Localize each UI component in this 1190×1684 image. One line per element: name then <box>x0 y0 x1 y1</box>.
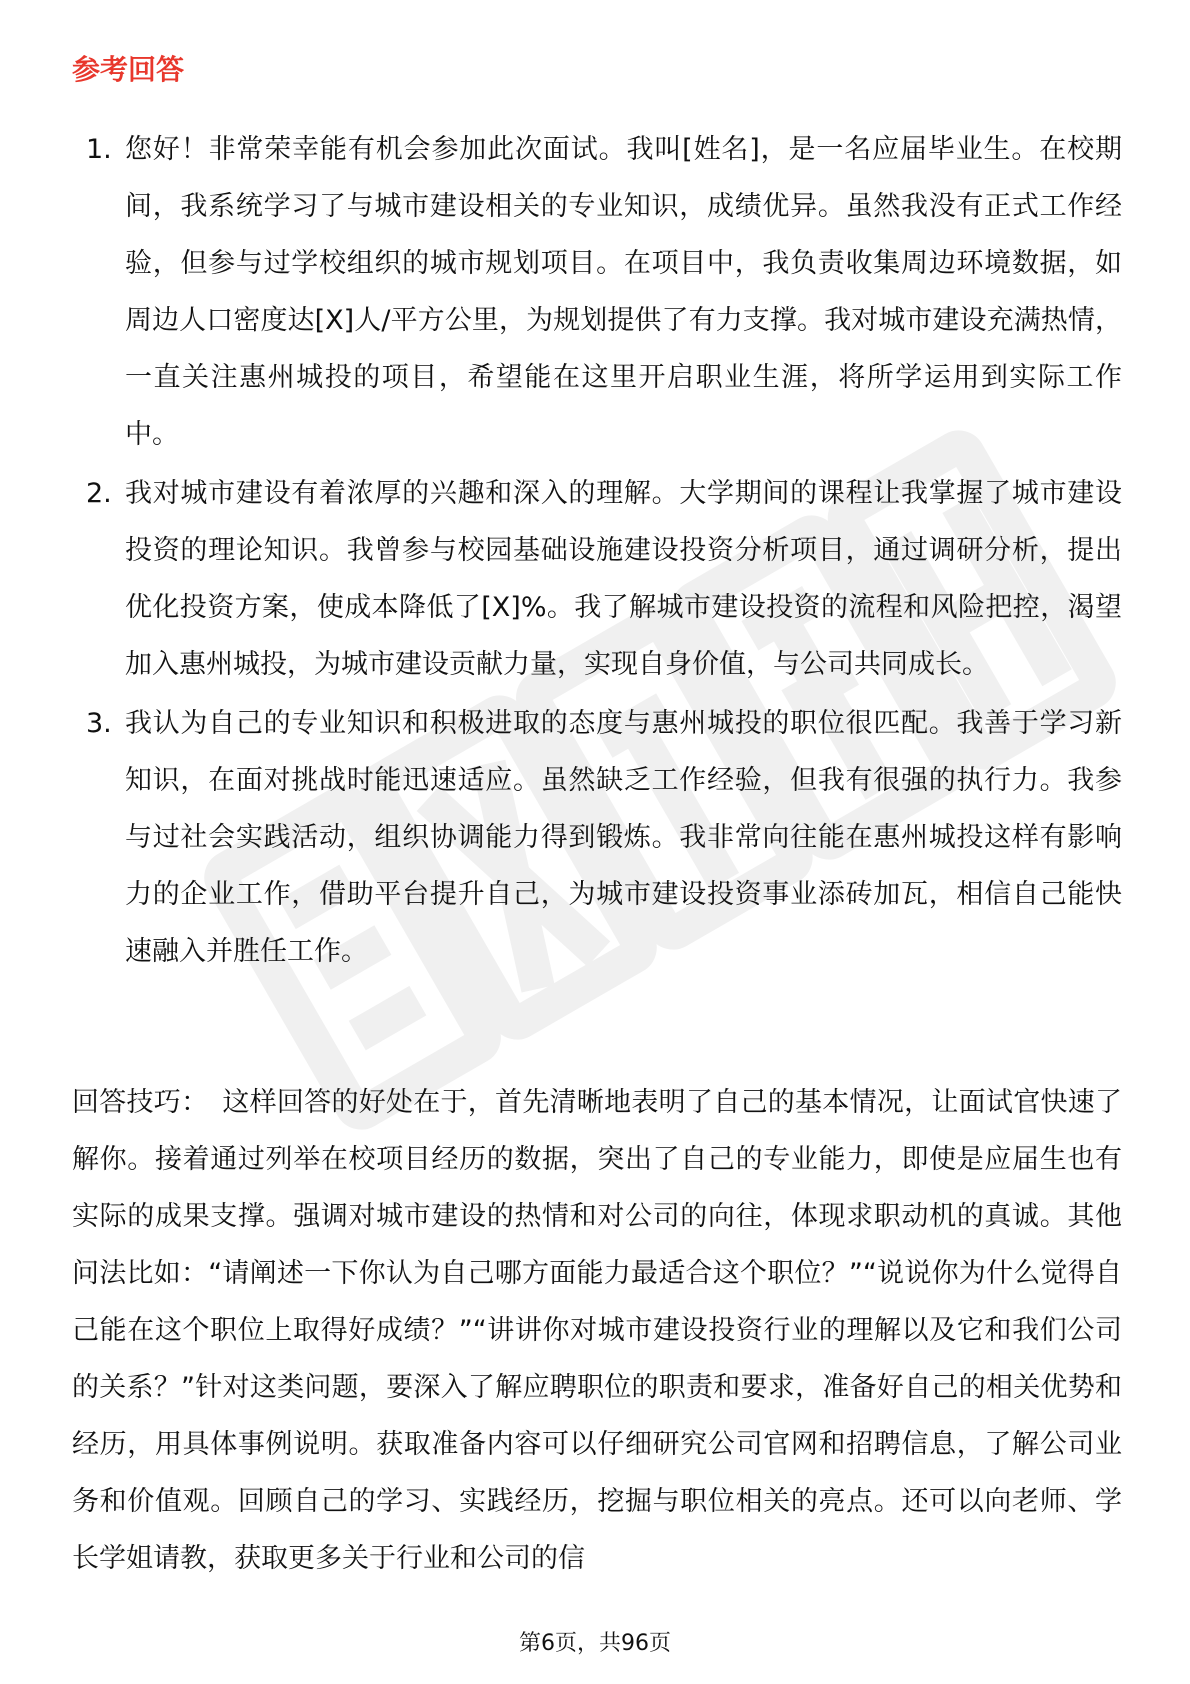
answer-list <box>72 121 1122 982</box>
answer-number: 1. <box>86 134 112 165</box>
page-footer: 第6页，共96页 <box>519 1631 671 1656</box>
answer-text: 您好！非常荣幸能有机会参加此次面试。我叫[姓名]，是一名应届毕业生。在校期间，我系统学习了与城市建设相关的专业知识，成绩优异。虽然我没有正式工作经验，但参与过学校组织的城市规划项目。在项目中，我负责收集周边环境数据，如周边人口密度达[X]人/平方公里，为规划提供了有力支撑。我对城市建设充满热情，一直关注惠州城投的项目，希望能在这里开启职业生涯，将所学运用到实际工作中。 <box>125 134 1122 450</box>
answer-item-2 <box>72 465 1122 693</box>
answer-item-1 <box>72 121 1122 463</box>
answer-number: 3. <box>86 708 112 739</box>
answer-text: 我对城市建设有着浓厚的兴趣和深入的理解。大学期间的课程让我掌握了城市建设投资的理论知识。我曾参与校园基础设施建设投资分析项目，通过调研分析，提出优化投资方案，使成本降低了[X]%。我了解城市建设投资的流程和风险把控，渴望加入惠州城投，为城市建设贡献力量，实现自身价值，与公司共同成长。 <box>125 478 1122 680</box>
answer-number: 2. <box>86 478 112 509</box>
answer-item-3 <box>72 695 1122 980</box>
answer-text: 我认为自己的专业知识和积极进取的态度与惠州城投的职位很匹配。我善于学习新知识，在面对挑战时能迅速适应。虽然缺乏工作经验，但我有很强的执行力。我参与过社会实践活动，组织协调能力得到锻炼。我非常向往能在惠州城投这样有影响力的企业工作，借助平台提升自己，为城市建设投资事业添砖加瓦，相信自己能快速融入并胜任工作。 <box>125 708 1122 967</box>
answer-tips <box>72 1074 1122 1587</box>
tips-text: 这样回答的好处在于，首先清晰地表明了自己的基本情况，让面试官快速了解你。接着通过列举在校项目经历的数据，突出了自己的专业能力，即使是应届生也有实际的成果支撑。强调对城市建设的热情和对公司的向往，体现求职动机的真诚。其他问法比如：“请阐述一下你认为自己哪方面能力最适合这个职位？”“说说你为什么觉得自己能在这个职位上取得好成绩？”“讲讲你对城市建设投资行业的理解以及它和我们公司的关系？”针对这类问题，要深入了解应聘职位的职责和要求，准备好自己的相关优势和经历，用具体事例说明。获取准备内容可以仔细研究公司官网和招聘信息，了解公司业务和价值观。回顾自己的学习、实践经历，挖掘与职位相关的亮点。还可以向老师、学长学姐请教，获取更多关于行业和公司的信 <box>72 1087 1123 1574</box>
tips-label: 回答技巧： <box>72 1087 209 1118</box>
section-title: 参考回答 <box>72 53 185 86</box>
